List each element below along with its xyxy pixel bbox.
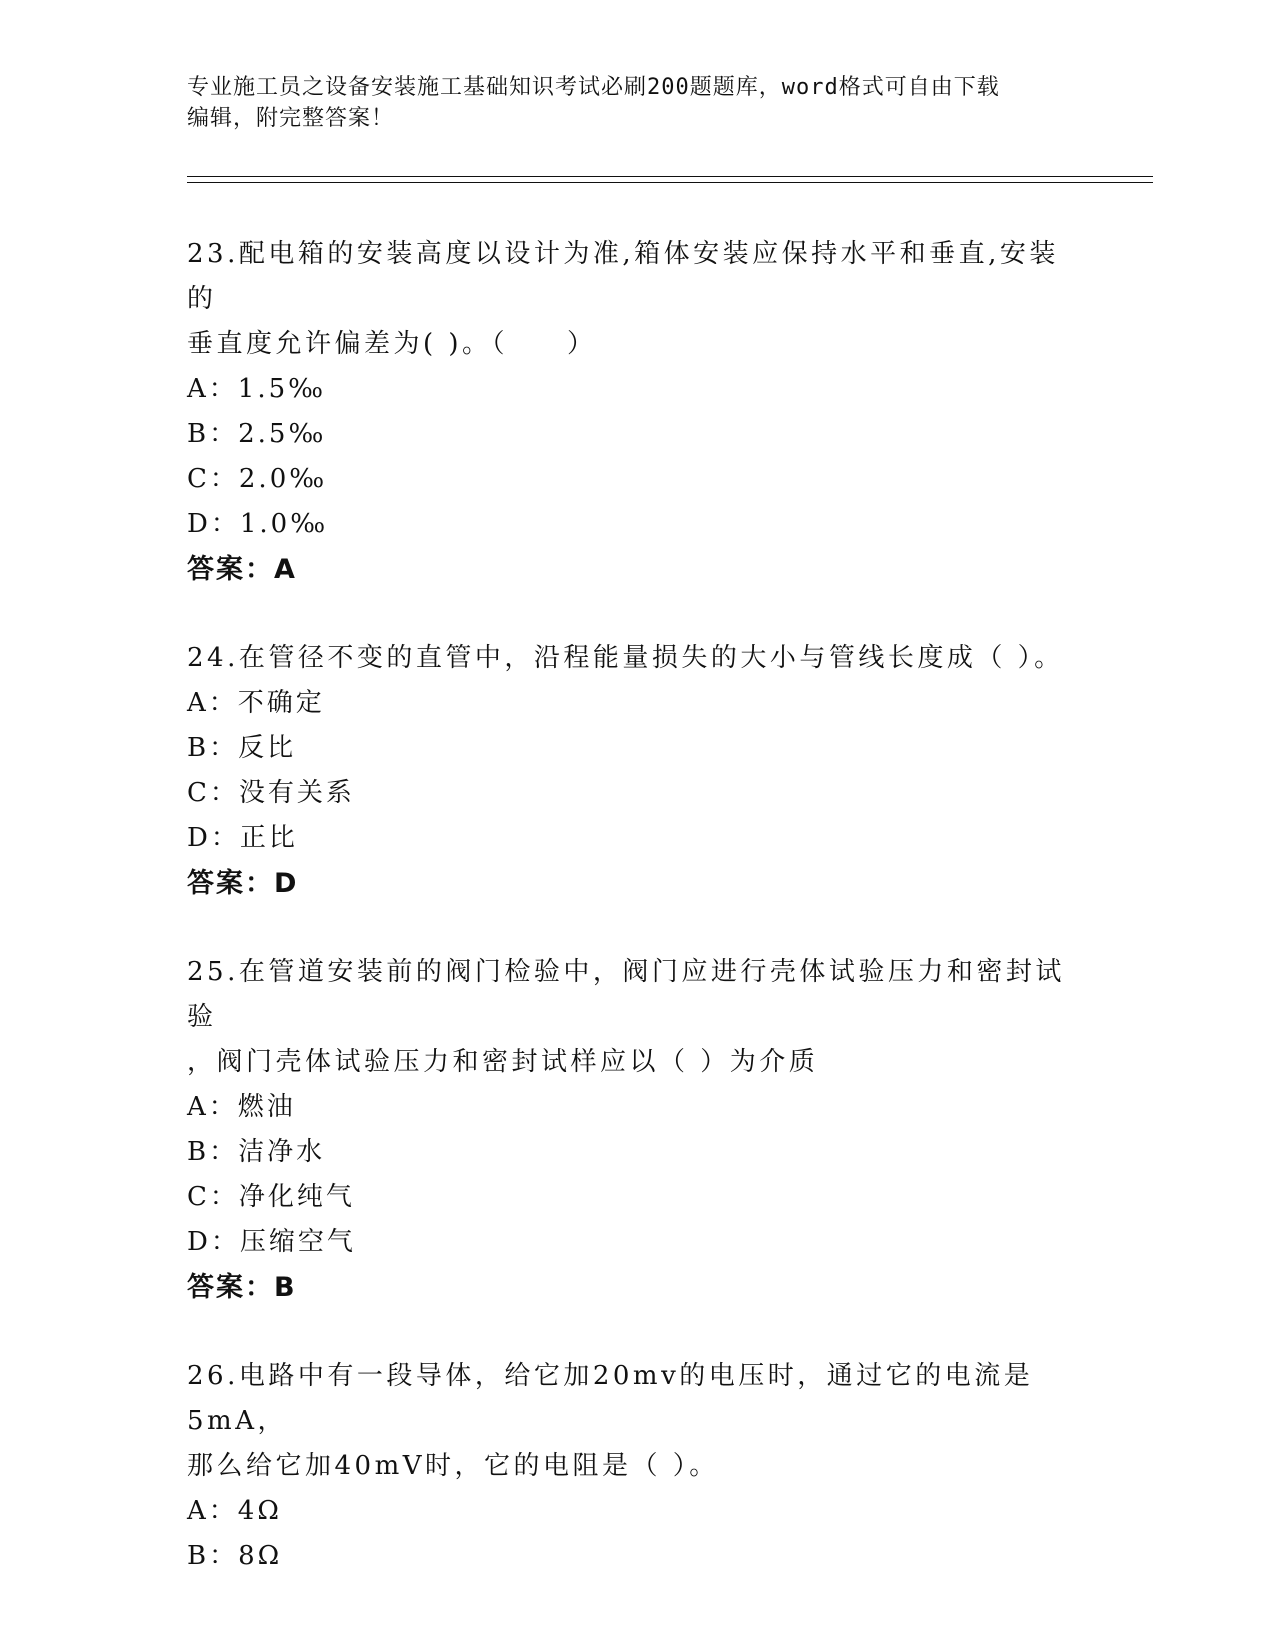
question-stem — [187, 232, 1087, 367]
option-a: A：1.5‰ — [187, 374, 327, 404]
option-a: A：4Ω — [187, 1496, 282, 1526]
option-d: D：1.0‰ — [187, 509, 329, 539]
question-stem — [187, 636, 1087, 681]
option-a: A：燃油 — [187, 1092, 296, 1122]
question-stem-line-1: 26.电路中有一段导体，给它加20mv的电压时，通过它的电流是5mA， — [187, 1361, 1034, 1436]
answer: 答案：A — [187, 554, 297, 585]
question-stem-line-2: 垂直度允许偏差为( )。（ ） — [187, 329, 597, 359]
option-c: C：净化纯气 — [187, 1182, 355, 1212]
option-b: B：8Ω — [187, 1541, 283, 1571]
question-stem-line-1: 23.配电箱的安装高度以设计为准,箱体安装应保持水平和垂直,安装的 — [187, 239, 1059, 314]
header-line-2: 编辑，附完整答案！ — [187, 106, 395, 131]
option-d: D：正比 — [187, 823, 298, 853]
question-24 — [187, 636, 1087, 906]
question-stem — [187, 950, 1087, 1085]
question-25 — [187, 950, 1087, 1310]
question-stem-line-1: 25.在管道安装前的阀门检验中，阀门应进行壳体试验压力和密封试验 — [187, 957, 1065, 1032]
header-divider-top — [187, 176, 1153, 177]
option-b: B：反比 — [187, 733, 297, 763]
question-26 — [187, 1354, 1087, 1579]
answer: 答案：D — [187, 868, 299, 899]
option-d: D：压缩空气 — [187, 1227, 356, 1257]
question-stem-line-1: 24.在管径不变的直管中，沿程能量损失的大小与管线长度成（ ）。 — [187, 643, 1064, 673]
option-b: B：2.5‰ — [187, 419, 327, 449]
question-stem-line-2: ，阀门壳体试验压力和密封试样应以（ ）为介质 — [187, 1047, 819, 1077]
option-b: B：洁净水 — [187, 1137, 326, 1167]
question-list — [187, 232, 1087, 1623]
question-stem — [187, 1354, 1087, 1489]
option-c: C：2.0‰ — [187, 464, 328, 494]
question-23 — [187, 232, 1087, 592]
answer: 答案：B — [187, 1272, 297, 1303]
header-line-1: 专业施工员之设备安装施工基础知识考试必刷200题题库，word格式可自由下载 — [187, 75, 1000, 100]
header-divider-bottom — [187, 182, 1153, 183]
option-a: A：不确定 — [187, 688, 325, 718]
question-stem-line-2: 那么给它加40mV时，它的电阻是（ ）。 — [187, 1451, 719, 1481]
document-header — [187, 72, 1077, 134]
option-c: C：没有关系 — [187, 778, 355, 808]
